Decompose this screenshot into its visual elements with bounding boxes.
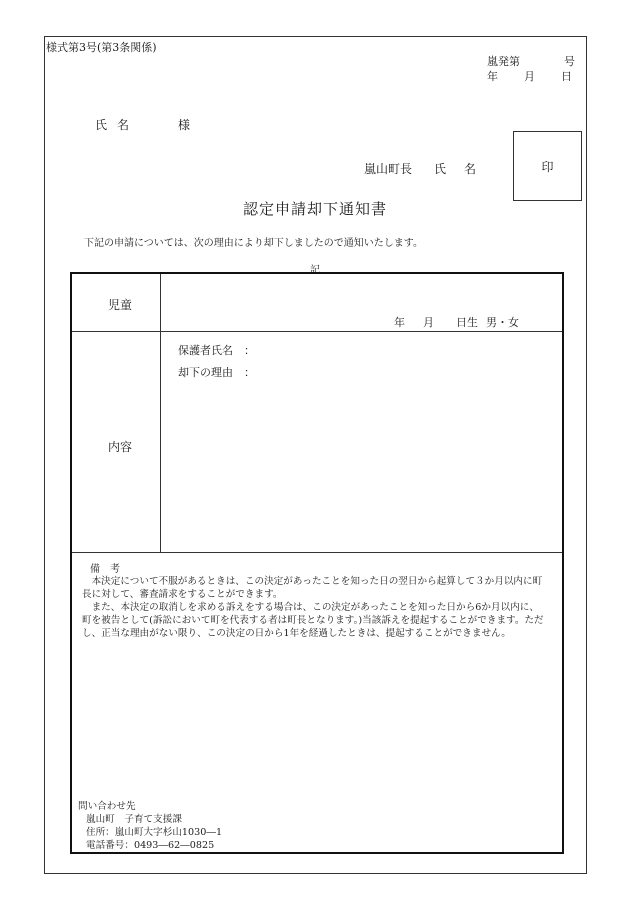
seal-label: 印	[541, 159, 554, 174]
main-table	[70, 272, 564, 854]
contact-address: 住所：嵐山町大字杉山1030―1	[86, 827, 223, 838]
recipient-name-label	[95, 116, 129, 133]
contact-phone: 電話番号：0493―62―0825	[86, 840, 215, 851]
guardian-name-label: 保護者氏名 ：	[178, 344, 255, 357]
document-number	[487, 53, 575, 69]
ki-label: 記	[310, 265, 320, 276]
remarks-body	[82, 575, 548, 640]
child-label: 児童	[108, 298, 133, 312]
contact-block	[78, 800, 222, 852]
remarks-paragraph-1: 本決定について不服があるときは、この決定があったことを知った日の翌日から起算して３か月以内に町長に対して、審査請求をすることができます。	[82, 576, 543, 600]
form-label: 様式第3号(第3条関係)	[46, 41, 157, 54]
remarks-paragraph-2: また、本決定の取消しを求める訴えをする場合は、この決定があったことを知った日から6か月以内に、町を被告として(訴訟において町を代表する者は町長となります。)当該訴えを提起することができます。ただし、正当な理由がない限り、この決定の日から1年を経過したときは、提起することができません。	[82, 602, 544, 639]
row-divider-content	[72, 552, 562, 553]
sender-line	[364, 160, 476, 177]
column-divider	[160, 274, 161, 552]
date-year: 年	[487, 70, 498, 83]
seal-box	[513, 131, 582, 201]
sender-name-char1: 氏	[434, 162, 447, 176]
document-number-suffix: 号	[564, 55, 575, 68]
recipient-honorific: 様	[178, 118, 191, 132]
document-date	[487, 68, 572, 84]
gender-options: 男・女	[486, 316, 519, 329]
contact-department: 嵐山町 子育て支援課	[86, 814, 182, 825]
contact-heading: 問い合わせ先	[78, 801, 136, 812]
row-divider-child	[72, 331, 562, 332]
document-title: 認定申請却下通知書	[242, 200, 387, 218]
sender-name-char2: 名	[464, 162, 477, 176]
birth-date-line	[394, 314, 519, 330]
birth-day: 日生	[456, 316, 478, 329]
rejection-reason-label: 却下の理由 ：	[178, 366, 255, 379]
intro-text: 下記の申請については、次の理由により却下しましたので通知いたします。	[84, 238, 423, 249]
birth-year: 年	[394, 316, 405, 329]
recipient-name-char1: 氏	[95, 118, 108, 132]
document-number-prefix: 嵐発第	[487, 55, 520, 68]
remarks-heading: 備 考	[90, 564, 120, 575]
recipient-name-char2: 名	[117, 118, 130, 132]
birth-month: 月	[423, 316, 434, 329]
content-label: 内容	[108, 440, 133, 454]
date-month: 月	[524, 70, 535, 83]
mayor-title: 嵐山町長	[364, 162, 413, 176]
date-day: 日	[561, 70, 572, 83]
